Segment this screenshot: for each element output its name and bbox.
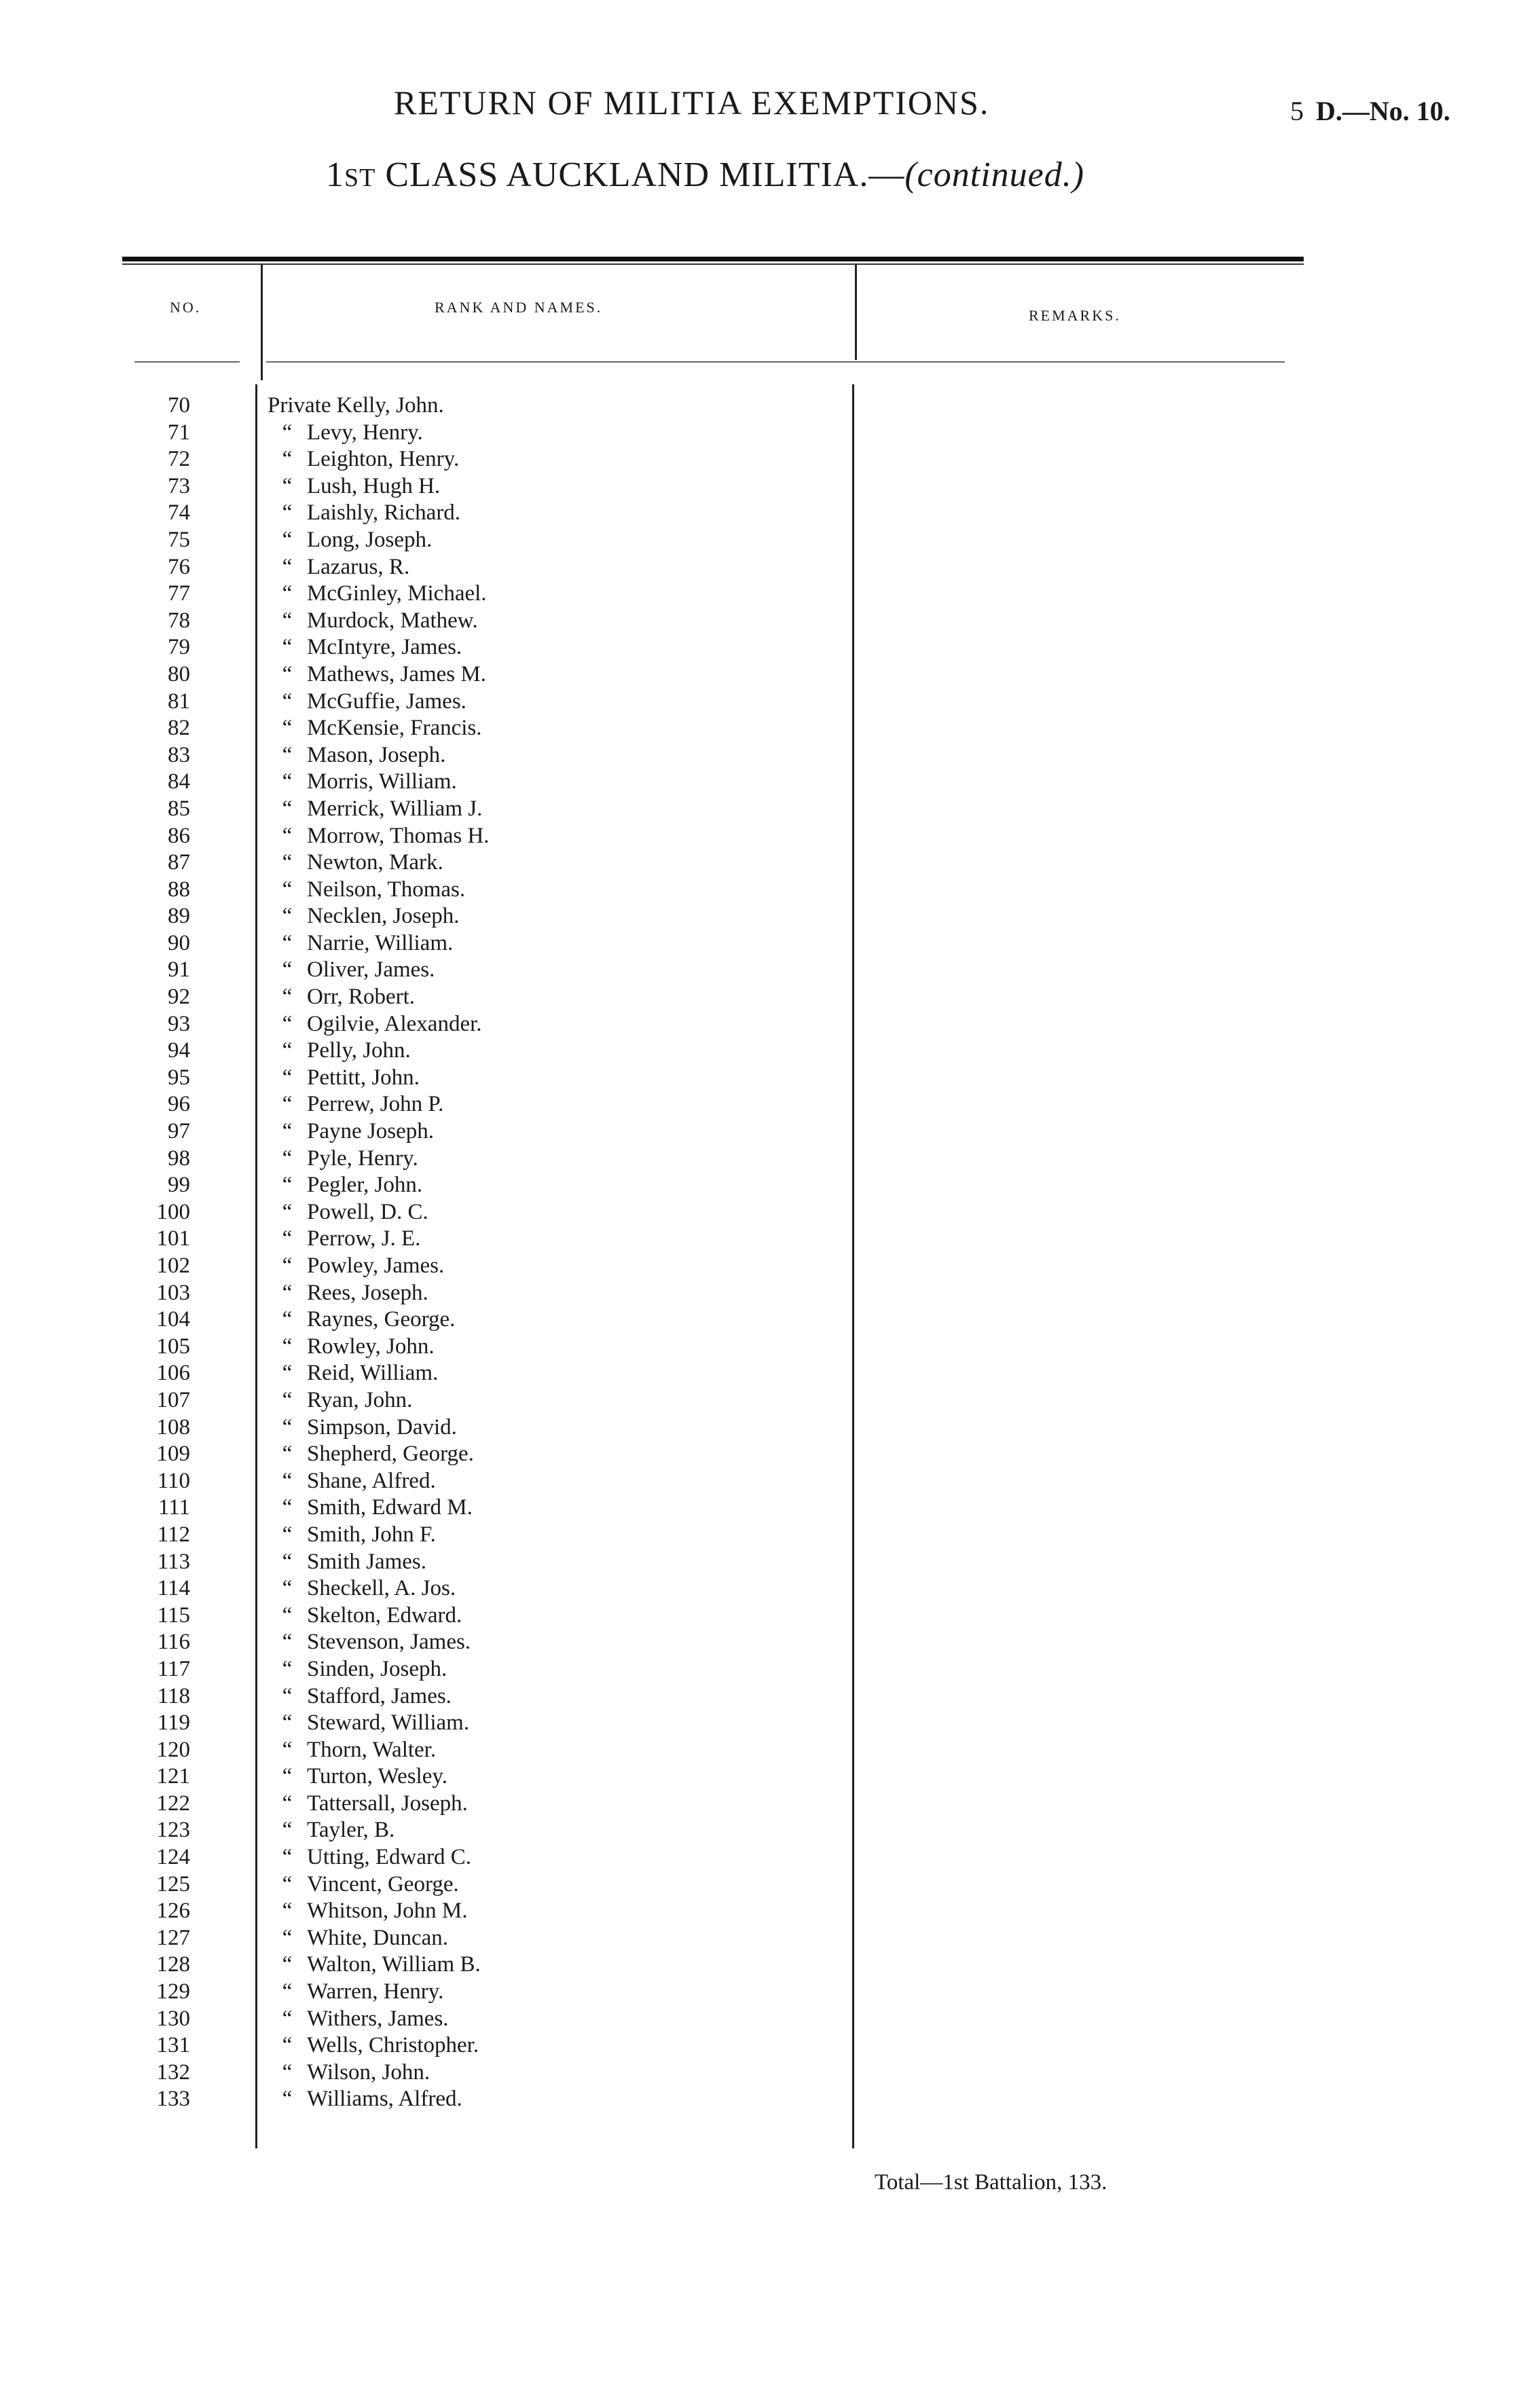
member-name: Perrew, John P.	[307, 1092, 444, 1117]
member-name: Shepherd, George.	[307, 1442, 474, 1467]
entry-number: 124	[156, 1845, 190, 1870]
member-name: Merrick, William J.	[307, 796, 483, 821]
document-subtitle	[326, 155, 1084, 195]
page-number: 5	[1290, 96, 1304, 126]
member-name: Pegler, John.	[307, 1173, 423, 1198]
entry-number: 84	[168, 769, 190, 794]
member-name: Utting, Edward C.	[307, 1845, 471, 1870]
entry-row	[268, 392, 947, 420]
entry-number: 103	[156, 1280, 190, 1305]
member-name: Ryan, John.	[307, 1387, 413, 1412]
ditto-mark: “	[282, 554, 293, 579]
entry-row	[268, 1952, 947, 1979]
entry-row	[268, 1629, 947, 1656]
ditto-mark: “	[282, 1683, 293, 1708]
entry-row	[268, 903, 947, 930]
member-name: Shane, Alfred.	[307, 1468, 436, 1493]
entry-row	[268, 984, 947, 1011]
ditto-mark: “	[282, 716, 293, 741]
ditto-mark: “	[282, 1576, 293, 1601]
entry-row	[268, 1602, 947, 1630]
entry-row	[268, 1710, 947, 1737]
member-name: Lazarus, R.	[307, 554, 410, 579]
ditto-mark: “	[282, 1280, 293, 1305]
entry-number: 82	[168, 716, 190, 741]
member-name: Pelly, John.	[307, 1038, 411, 1063]
ditto-mark: “	[282, 823, 293, 848]
header-separator-names	[266, 361, 1285, 363]
entry-row	[268, 1360, 947, 1387]
ditto-mark: “	[282, 1764, 293, 1789]
entry-row	[268, 823, 947, 850]
entry-row	[268, 715, 947, 742]
ditto-mark: “	[282, 1925, 293, 1950]
entry-number: 89	[168, 904, 190, 929]
member-name: Mathews, James M.	[307, 661, 486, 686]
subtitle-continued: (continued.)	[904, 155, 1085, 194]
member-name: Narrie, William.	[307, 930, 454, 955]
member-name: Sheckell, A. Jos.	[307, 1576, 456, 1601]
subtitle-text: CLASS AUCKLAND MILITIA.—	[375, 155, 905, 194]
column-header-remarks: REMARKS.	[1029, 307, 1121, 324]
member-name: Leighton, Henry.	[307, 447, 460, 472]
ditto-mark: “	[282, 1307, 293, 1332]
member-name: Smith James.	[307, 1549, 427, 1574]
entry-row	[268, 1925, 947, 1952]
entry-row	[268, 473, 947, 500]
entry-number: 86	[168, 823, 190, 848]
ditto-mark: “	[282, 635, 293, 660]
member-name: Warren, Henry.	[307, 1979, 444, 2004]
member-name: Kelly, John.	[336, 393, 444, 418]
ditto-mark: “	[282, 904, 293, 929]
entry-number: 75	[168, 527, 190, 552]
entry-number: 112	[157, 1522, 190, 1547]
ditto-mark: “	[282, 473, 293, 498]
header-separator-no	[134, 361, 240, 363]
member-name: Neilson, Thomas.	[307, 877, 466, 902]
entry-row	[268, 2032, 947, 2059]
member-name: Powell, D. C.	[307, 1199, 428, 1224]
entry-row	[268, 1172, 947, 1199]
page-reference	[1290, 95, 1450, 127]
entry-row	[268, 1737, 947, 1764]
column-divider-header-right	[855, 265, 857, 360]
member-name: Skelton, Edward.	[307, 1602, 462, 1628]
member-name: McKensie, Francis.	[307, 716, 482, 741]
entry-number: 109	[156, 1442, 190, 1467]
entry-row	[268, 1065, 947, 1092]
entry-number: 133	[156, 2087, 190, 2112]
ditto-mark: “	[282, 1414, 293, 1440]
entry-row	[268, 1817, 947, 1844]
entry-number: 111	[158, 1495, 190, 1520]
ditto-mark: “	[282, 2033, 293, 2058]
entry-row	[268, 527, 947, 554]
ditto-mark: “	[282, 581, 293, 606]
entry-number: 121	[156, 1764, 190, 1789]
member-name: Orr, Robert.	[307, 985, 416, 1010]
ditto-mark: “	[282, 1065, 293, 1090]
ditto-mark: “	[282, 796, 293, 821]
entry-number: 72	[168, 447, 190, 472]
entry-number: 99	[168, 1173, 190, 1198]
entry-number: 88	[168, 877, 190, 902]
entry-number: 119	[157, 1710, 190, 1736]
entry-number: 129	[156, 1979, 190, 2004]
entry-number: 78	[168, 608, 190, 633]
entry-number: 128	[156, 1952, 190, 1977]
member-name: McGuffie, James.	[307, 689, 466, 714]
ditto-mark: “	[282, 1092, 293, 1117]
column-divider-header-left	[261, 265, 263, 380]
entry-row	[268, 1683, 947, 1710]
entry-number: 118	[157, 1683, 190, 1708]
entry-number: 91	[168, 957, 190, 983]
entry-number: 102	[156, 1253, 190, 1278]
entry-row	[268, 689, 947, 716]
member-name: Raynes, George.	[307, 1307, 456, 1332]
entry-row	[268, 1199, 947, 1226]
ditto-mark: “	[282, 957, 293, 983]
entry-number: 83	[168, 742, 190, 767]
entry-row	[268, 2006, 947, 2033]
ditto-mark: “	[282, 1630, 293, 1655]
member-name: Necklen, Joseph.	[307, 904, 460, 929]
entry-row	[268, 1575, 947, 1602]
entry-number: 114	[157, 1576, 190, 1601]
entry-number: 79	[168, 635, 190, 660]
ditto-mark: “	[282, 742, 293, 767]
entry-number: 116	[157, 1630, 190, 1655]
entry-number: 73	[168, 473, 190, 498]
entry-row	[268, 1441, 947, 1468]
member-name: Simpson, David.	[307, 1414, 457, 1440]
member-name: Whitson, John M.	[307, 1899, 468, 1924]
ditto-mark: “	[282, 1737, 293, 1762]
paper-reference: D.—No. 10.	[1316, 96, 1450, 126]
entry-row	[268, 608, 947, 635]
ditto-mark: “	[282, 1952, 293, 1977]
column-header-rank-and-names: RANK AND NAMES.	[435, 299, 603, 316]
ditto-mark: “	[282, 689, 293, 714]
entry-number: 117	[157, 1656, 190, 1681]
ditto-mark: “	[282, 1602, 293, 1628]
member-name: Williams, Alfred.	[307, 2087, 462, 2112]
member-name: McIntyre, James.	[307, 635, 462, 660]
entry-number: 74	[168, 500, 190, 526]
entry-number: 108	[156, 1414, 190, 1440]
entry-number: 101	[156, 1226, 190, 1251]
entry-row	[268, 1253, 947, 1280]
entry-row	[268, 796, 947, 823]
entry-row	[268, 420, 947, 447]
entry-row	[268, 1495, 947, 1522]
member-name: Smith, John F.	[307, 1522, 436, 1547]
entry-row	[268, 634, 947, 661]
ditto-mark: “	[282, 500, 293, 526]
member-name: Newton, Mark.	[307, 850, 443, 875]
entry-row	[268, 769, 947, 796]
ditto-mark: “	[282, 2087, 293, 2112]
entry-row	[268, 1414, 947, 1442]
member-name: Turton, Wesley.	[307, 1764, 447, 1789]
entry-row	[268, 661, 947, 689]
ditto-mark: “	[282, 420, 293, 445]
rank-label: Private	[268, 393, 331, 418]
entry-number: 123	[156, 1818, 190, 1843]
entry-number: 95	[168, 1065, 190, 1090]
entry-number: 120	[156, 1737, 190, 1762]
subtitle-class-suffix: ST	[344, 164, 376, 192]
entry-row	[268, 1871, 947, 1899]
entry-row	[268, 1549, 947, 1576]
ditto-mark: “	[282, 608, 293, 633]
entry-number: 100	[156, 1199, 190, 1224]
entry-row	[268, 1979, 947, 2006]
ditto-mark: “	[282, 877, 293, 902]
ditto-mark: “	[282, 2059, 293, 2085]
member-name: Murdock, Mathew.	[307, 608, 478, 633]
member-name: Smith, Edward M.	[307, 1495, 473, 1520]
battalion-total: Total—1st Battalion, 133.	[875, 2170, 1107, 2195]
ditto-mark: “	[282, 1549, 293, 1574]
entry-row	[268, 957, 947, 984]
names-column	[268, 392, 947, 2113]
ditto-mark: “	[282, 1226, 293, 1251]
entry-row	[268, 2059, 947, 2087]
member-name: Payne Joseph.	[307, 1119, 434, 1144]
member-name: McGinley, Michael.	[307, 581, 487, 606]
entry-row	[268, 1334, 947, 1361]
entry-row	[268, 1656, 947, 1683]
ditto-mark: “	[282, 1468, 293, 1493]
entry-number: 115	[157, 1602, 190, 1628]
ditto-mark: “	[282, 1899, 293, 1924]
member-name: Morrow, Thomas H.	[307, 823, 490, 848]
member-name: Stafford, James.	[307, 1683, 452, 1708]
subtitle-class-number: 1	[326, 155, 344, 194]
entry-number: 132	[156, 2059, 190, 2085]
ditto-mark: “	[282, 527, 293, 552]
entry-number: 98	[168, 1146, 190, 1171]
entry-number: 130	[156, 2006, 190, 2031]
entry-number: 113	[157, 1549, 190, 1574]
page-header	[0, 0, 1540, 204]
ditto-mark: “	[282, 1361, 293, 1386]
entry-row	[268, 1011, 947, 1038]
entry-row	[268, 500, 947, 527]
entry-number: 110	[157, 1468, 190, 1493]
member-name: Wilson, John.	[307, 2059, 430, 2085]
member-name: Morris, William.	[307, 769, 457, 794]
member-name: Reid, William.	[307, 1361, 439, 1386]
entry-row	[268, 1306, 947, 1334]
entry-row	[268, 849, 947, 877]
entry-number: 71	[168, 420, 190, 445]
entry-row	[268, 930, 947, 957]
member-name: Steward, William.	[307, 1710, 470, 1736]
entry-number: 96	[168, 1092, 190, 1117]
ditto-mark: “	[282, 1871, 293, 1897]
member-name: Sinden, Joseph.	[307, 1656, 447, 1681]
entry-number: 107	[156, 1387, 190, 1412]
entry-row	[268, 1387, 947, 1414]
ditto-mark: “	[282, 1495, 293, 1520]
entry-row	[268, 1468, 947, 1495]
entry-number: 104	[156, 1307, 190, 1332]
ditto-mark: “	[282, 1334, 293, 1359]
entry-row	[268, 1146, 947, 1173]
ditto-mark: “	[282, 1791, 293, 1816]
entry-row	[268, 1226, 947, 1253]
ditto-mark: “	[282, 1845, 293, 1870]
document-title: RETURN OF MILITIA EXEMPTIONS.	[394, 84, 990, 122]
column-header-no: NO.	[170, 299, 202, 316]
member-name: Mason, Joseph.	[307, 742, 446, 767]
entry-row	[268, 1791, 947, 1818]
entry-number: 70	[168, 393, 190, 418]
ditto-mark: “	[282, 930, 293, 955]
entry-number: 81	[168, 689, 190, 714]
member-name: Thorn, Walter.	[307, 1737, 437, 1762]
member-name: Perrow, J. E.	[307, 1226, 421, 1251]
entry-row	[268, 1118, 947, 1146]
ditto-mark: “	[282, 447, 293, 472]
entry-row	[268, 2086, 947, 2113]
member-name: Pyle, Henry.	[307, 1146, 418, 1171]
member-name: Rowley, John.	[307, 1334, 435, 1359]
ditto-mark: “	[282, 1199, 293, 1224]
member-name: Laishly, Richard.	[307, 500, 461, 526]
entry-number: 126	[156, 1899, 190, 1924]
ditto-mark: “	[282, 2006, 293, 2031]
ditto-mark: “	[282, 1387, 293, 1412]
entry-number: 92	[168, 985, 190, 1010]
entry-row	[268, 1091, 947, 1118]
member-name: Oliver, James.	[307, 957, 435, 983]
member-name: Vincent, George.	[307, 1871, 459, 1897]
ditto-mark: “	[282, 1253, 293, 1278]
member-name: Lush, Hugh H.	[307, 473, 441, 498]
entry-number: 122	[156, 1791, 190, 1816]
ditto-mark: “	[282, 1442, 293, 1467]
entry-number: 90	[168, 930, 190, 955]
entry-number: 127	[156, 1925, 190, 1950]
ditto-mark: “	[282, 1119, 293, 1144]
entry-number: 105	[156, 1334, 190, 1359]
member-name: Wells, Christopher.	[307, 2033, 479, 2058]
entry-row	[268, 1844, 947, 1871]
ditto-mark: “	[282, 1710, 293, 1736]
entry-number: 131	[156, 2033, 190, 2058]
entry-row	[268, 877, 947, 904]
member-name: Tayler, B.	[307, 1818, 395, 1843]
member-name: Stevenson, James.	[307, 1630, 471, 1655]
ditto-mark: “	[282, 850, 293, 875]
member-name: Levy, Henry.	[307, 420, 423, 445]
member-name: Walton, William B.	[307, 1952, 481, 1977]
ditto-mark: “	[282, 985, 293, 1010]
member-name: Pettitt, John.	[307, 1065, 420, 1090]
entry-row	[268, 446, 947, 473]
member-name: Rees, Joseph.	[307, 1280, 428, 1305]
entry-number: 125	[156, 1871, 190, 1897]
entry-number: 97	[168, 1119, 190, 1144]
header-rule-thick	[122, 257, 1304, 261]
entry-number: 94	[168, 1038, 190, 1063]
ditto-mark: “	[282, 1818, 293, 1843]
member-name: White, Duncan.	[307, 1925, 449, 1950]
entry-row	[268, 1280, 947, 1307]
entry-number: 85	[168, 796, 190, 821]
member-name: Ogilvie, Alexander.	[307, 1011, 482, 1036]
entry-number: 80	[168, 661, 190, 686]
member-name: Tattersall, Joseph.	[307, 1791, 468, 1816]
ditto-mark: “	[282, 661, 293, 686]
entry-row	[268, 1522, 947, 1549]
ditto-mark: “	[282, 1979, 293, 2004]
entry-number: 87	[168, 850, 190, 875]
entry-number: 77	[168, 581, 190, 606]
ditto-mark: “	[282, 1146, 293, 1171]
member-name: Withers, James.	[307, 2006, 449, 2031]
ditto-mark: “	[282, 1011, 293, 1036]
entry-row	[268, 1763, 947, 1791]
entry-row	[268, 1038, 947, 1065]
entry-number: 76	[168, 554, 190, 579]
entry-row	[268, 554, 947, 581]
ditto-mark: “	[282, 1522, 293, 1547]
header-rule-thin	[122, 263, 1304, 265]
ditto-mark: “	[282, 1656, 293, 1681]
number-column	[129, 392, 190, 2113]
member-name: Long, Joseph.	[307, 527, 433, 552]
entry-row	[268, 742, 947, 769]
entry-number: 93	[168, 1011, 190, 1036]
ditto-mark: “	[282, 769, 293, 794]
ditto-mark: “	[282, 1038, 293, 1063]
entry-row	[268, 581, 947, 608]
column-divider-left	[255, 384, 257, 2148]
member-name: Powley, James.	[307, 1253, 445, 1278]
entry-row	[268, 1898, 947, 1925]
entry-number: 106	[156, 1361, 190, 1386]
ditto-mark: “	[282, 1173, 293, 1198]
